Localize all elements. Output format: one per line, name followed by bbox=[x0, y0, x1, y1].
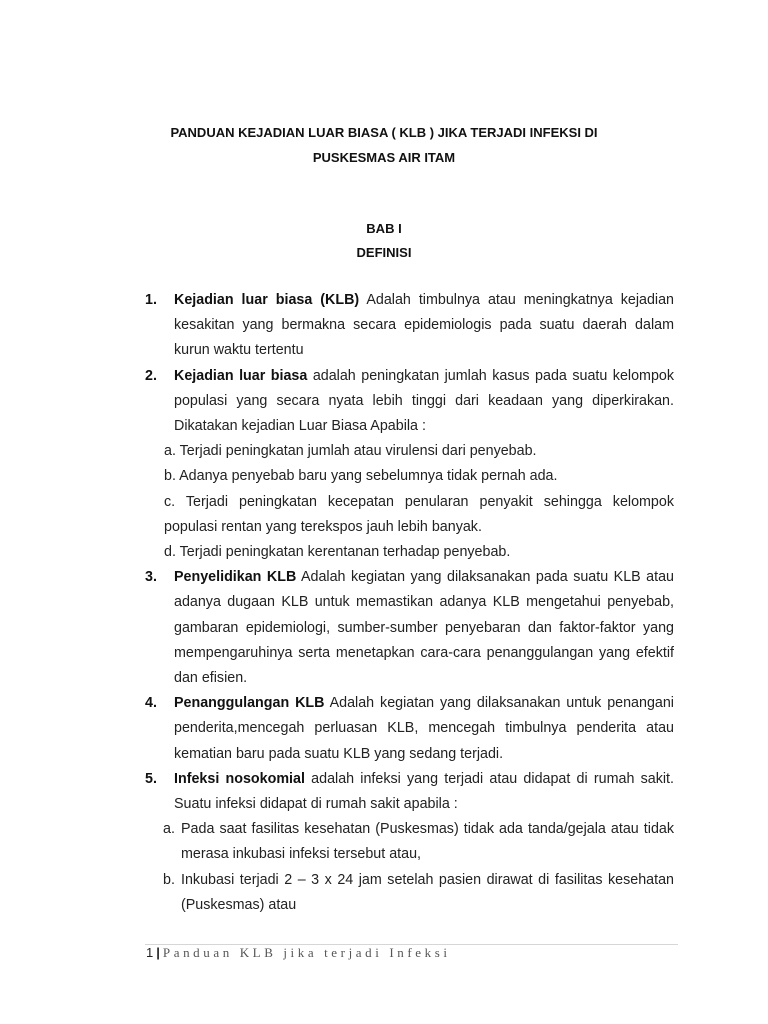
item-text: Adalah kegiatan yang dilaksanakan pada suatu KLB atau adanya dugaan KLB untuk memastikan adanya KLB mengetahui penyebab, gambaran epidemiologi, sumber-sumber penyebaran dan faktor-faktor yang mempengaruhinya serta menetapkan cara-cara penanggulangan yang efektif dan efisien. bbox=[174, 569, 674, 687]
list-item bbox=[145, 565, 674, 691]
sub-item bbox=[145, 868, 674, 918]
item-text: adalah infeksi yang terjadi atau didapat di rumah sakit. Suatu infeksi didapat di rumah sakit apabila : bbox=[174, 770, 674, 813]
sub-item-letter: b. bbox=[163, 871, 175, 888]
sub-item-letter: a. bbox=[163, 821, 175, 838]
definition-list bbox=[145, 288, 674, 918]
item-number: 2. bbox=[145, 367, 157, 384]
item-number: 1. bbox=[145, 292, 157, 308]
sub-item-text: Terjadi peningkatan jumlah atau virulensi dari penyebab. bbox=[179, 443, 537, 460]
sub-item-text: Terjadi peningkatan kecepatan penularan penyakit sehingga kelompok populasi rentan yang terekspos jauh lebih banyak. bbox=[164, 493, 674, 535]
item-number: 5. bbox=[145, 770, 157, 787]
list-item bbox=[145, 288, 674, 364]
item-text: adalah peningkatan jumlah kasus pada suatu kelompok populasi yang secara nyata lebih tinggi dari keadaan yang diperkirakan. Dikatakan kejadian Luar Biasa Apabila : bbox=[174, 367, 674, 435]
chapter-heading: BAB I bbox=[366, 221, 402, 236]
chapter-subtitle: DEFINISI bbox=[356, 245, 412, 260]
sub-item-letter: b. bbox=[164, 468, 176, 485]
sub-item-text: Adanya penyebab baru yang sebelumnya tidak pernah ada. bbox=[179, 468, 558, 485]
sub-item-text: Inkubasi terjadi 2 – 3 x 24 jam setelah pasien dirawat di fasilitas kesehatan (Puskesmas) atau bbox=[181, 871, 674, 913]
sub-item bbox=[145, 540, 674, 565]
document-title-line-1: PANDUAN KEJADIAN LUAR BIASA ( KLB ) JIKA TERJADI INFEKSI DI bbox=[170, 125, 598, 140]
sub-item bbox=[145, 817, 674, 867]
sub-item-text: Pada saat fasilitas kesehatan (Puskesmas) tidak ada tanda/gejala atau tidak merasa inkubasi infeksi tersebut atau, bbox=[181, 821, 674, 863]
item-term: Penanggulangan KLB bbox=[174, 695, 325, 712]
item-term: Kejadian luar biasa bbox=[174, 367, 308, 384]
page-number: 1 bbox=[146, 945, 154, 960]
item-term: Kejadian luar biasa (KLB) bbox=[174, 292, 360, 308]
item-text: Adalah kegiatan yang dilaksanakan untuk penangani penderita,mencegah perluasan KLB, mencegah timbulnya penderita atau kematian baru pada suatu KLB yang sedang terjadi. bbox=[174, 695, 674, 762]
document-title-line-2: PUSKESMAS AIR ITAM bbox=[312, 150, 456, 165]
sub-item-letter: d. bbox=[164, 544, 176, 561]
sub-item-text: Terjadi peningkatan kerentanan terhadap penyebab. bbox=[179, 544, 511, 561]
page-footer bbox=[146, 945, 451, 961]
item-term: Infeksi nosokomial bbox=[174, 770, 305, 787]
item-number: 4. bbox=[145, 695, 157, 712]
list-item bbox=[145, 364, 674, 440]
footer-separator: | bbox=[156, 945, 160, 960]
sub-item bbox=[145, 439, 674, 464]
sub-item bbox=[145, 490, 674, 540]
item-text: Adalah timbulnya atau meningkatnya kejadian kesakitan yang bermakna secara epidemiologis pada suatu daerah dalam kurun waktu tertentu bbox=[174, 292, 674, 359]
footer-text: Panduan KLB jika terjadi Infeksi bbox=[162, 945, 451, 960]
item-term: Penyelidikan KLB bbox=[174, 569, 297, 586]
item-number: 3. bbox=[145, 569, 157, 586]
sub-item bbox=[145, 464, 674, 489]
sub-item-letter: c. bbox=[164, 493, 176, 510]
sub-item-letter: a. bbox=[164, 443, 176, 460]
list-item bbox=[145, 691, 674, 767]
list-item bbox=[145, 767, 674, 817]
